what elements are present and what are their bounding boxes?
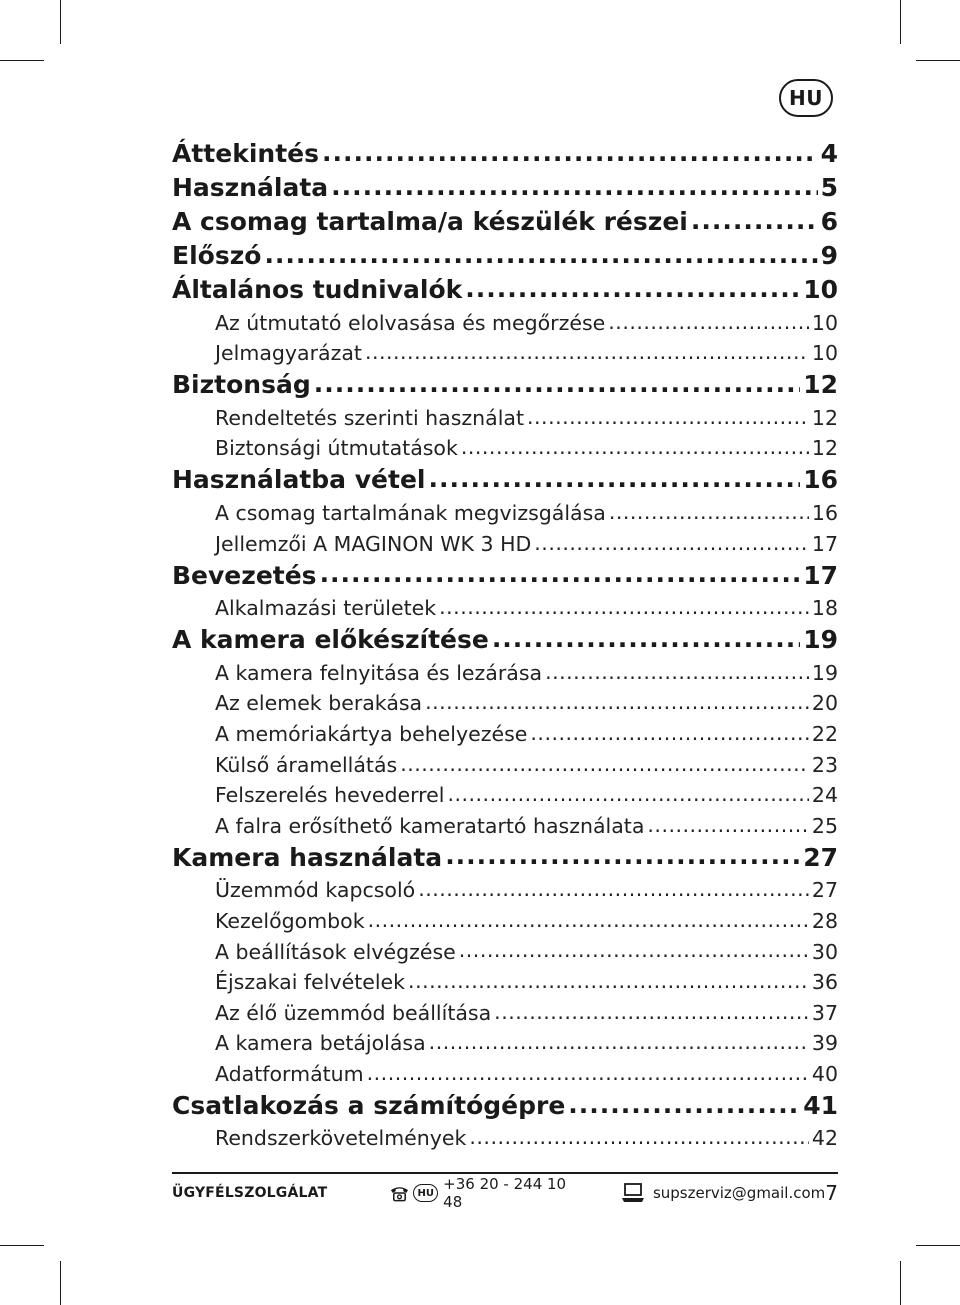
toc-section-entry <box>172 933 838 964</box>
toc-section-entry <box>172 335 838 366</box>
dot-leader <box>368 912 809 933</box>
toc-entry-title: Éjszakai felvételek <box>215 970 406 995</box>
toc-chapter-entry <box>172 202 838 236</box>
phone-number: +36 20 - 244 10 48 <box>443 1175 567 1211</box>
toc-section-entry <box>172 872 838 903</box>
computer-icon <box>621 1183 645 1203</box>
toc-chapter-entry <box>172 134 838 168</box>
toc-entry-page: 23 <box>811 752 838 777</box>
toc-entry-page: 4 <box>820 139 838 168</box>
toc-entry-page: 25 <box>811 813 838 838</box>
toc-chapter-entry <box>172 620 838 654</box>
toc-entry-title: A kamera betájolása <box>215 1031 426 1056</box>
toc-chapter-entry <box>172 270 838 304</box>
crop-mark <box>0 1245 44 1246</box>
dot-leader <box>331 177 817 202</box>
toc-section-entry <box>172 590 838 621</box>
toc-entry-page: 42 <box>811 1126 838 1151</box>
crop-mark <box>60 1261 61 1305</box>
toc-section-entry <box>172 1055 838 1086</box>
toc-section-entry <box>172 777 838 808</box>
toc-chapter-entry <box>172 365 838 399</box>
toc-entry-page: 20 <box>811 691 838 716</box>
toc-entry-title: A memóriakártya behelyezése <box>215 721 528 746</box>
crop-mark <box>900 0 901 44</box>
toc-entry-title: Alkalmazási területek <box>215 596 437 621</box>
toc-entry-title: Használatba vétel <box>172 465 426 495</box>
toc-entry-title: A beállítások elvégzése <box>215 939 456 964</box>
toc-section-entry <box>172 746 838 777</box>
toc-entry-title: Az élő üzemmód beállítása <box>215 1000 492 1025</box>
dot-leader <box>568 1095 800 1120</box>
dot-leader <box>534 535 809 556</box>
toc-section-entry <box>172 715 838 746</box>
toc-entry-title: Az elemek berakása <box>215 691 423 716</box>
toc-entry-title: Üzemmód kapcsoló <box>215 878 416 903</box>
toc-chapter-entry <box>172 1086 838 1120</box>
toc-entry-title: Rendszerkövetelmények <box>215 1126 467 1151</box>
toc-entry-page: 5 <box>820 173 838 202</box>
toc-section-entry <box>172 685 838 716</box>
toc-entry-title: Általános tudnivalók <box>172 275 463 304</box>
toc-entry-page: 16 <box>803 465 838 495</box>
toc-entry-title: Külső áramellátás <box>215 752 398 777</box>
toc-section-entry <box>172 994 838 1025</box>
toc-section-entry <box>172 430 838 461</box>
dot-leader <box>400 756 809 777</box>
toc-entry-page: 17 <box>811 531 838 556</box>
toc-entry-page: 10 <box>811 341 838 366</box>
toc-entry-page: 10 <box>811 310 838 335</box>
toc-entry-page: 6 <box>820 207 838 236</box>
toc-entry-title: A kamera előkészítése <box>172 625 489 655</box>
dot-leader <box>365 345 809 366</box>
toc-section-entry <box>172 654 838 685</box>
dot-leader <box>439 600 809 621</box>
toc-entry-page: 30 <box>811 939 838 964</box>
dot-leader <box>314 374 800 399</box>
crop-mark <box>60 0 61 44</box>
toc-entry-title: Előszó <box>172 241 262 270</box>
toc-entry-page: 37 <box>811 1000 838 1025</box>
dot-leader <box>459 943 809 964</box>
toc-entry-title: Jelmagyarázat <box>215 341 362 366</box>
toc-chapter-entry <box>172 556 838 590</box>
toc-section-entry <box>172 807 838 838</box>
toc-section-entry <box>172 902 838 933</box>
crop-mark <box>0 60 44 61</box>
footer-divider <box>172 1172 838 1174</box>
toc-entry-title: Rendeltetés szerinti használat <box>215 405 525 430</box>
toc-entry-title: Kezelőgombok <box>215 908 365 933</box>
toc-entry-page: 17 <box>803 560 838 590</box>
toc-entry-page: 18 <box>811 596 838 621</box>
dot-leader <box>465 279 800 304</box>
customer-service-label: ÜGYFÉLSZOLGÁLAT <box>172 1185 328 1201</box>
dot-leader <box>428 469 800 494</box>
toc-entry-title: Bevezetés <box>172 560 317 590</box>
toc-entry-title: Kamera használata <box>172 842 443 872</box>
dot-leader <box>545 664 809 685</box>
dot-leader <box>469 1130 809 1151</box>
toc-entry-title: Biztonsági útmutatások <box>215 436 458 461</box>
toc-entry-page: 27 <box>811 878 838 903</box>
toc-entry-title: Adatformátum <box>215 1061 364 1086</box>
toc-entry-page: 12 <box>811 436 838 461</box>
dot-leader <box>647 817 809 838</box>
dot-leader <box>264 245 817 270</box>
email-contact <box>621 1183 825 1203</box>
language-badge: HU <box>779 79 833 117</box>
toc-entry-page: 22 <box>811 721 838 746</box>
toc-chapter-entry <box>172 168 838 202</box>
toc-chapter-entry <box>172 236 838 270</box>
crop-mark <box>916 60 960 61</box>
dot-leader <box>527 409 809 430</box>
dot-leader <box>609 504 809 525</box>
toc-entry-title: Az útmutató elolvasása és megőrzése <box>215 310 606 335</box>
toc-entry-title: Csatlakozás a számítógépre <box>172 1090 566 1120</box>
toc-entry-page: 12 <box>811 405 838 430</box>
toc-entry-title: Jellemzői A MAGINON WK 3 HD <box>215 531 532 556</box>
crop-mark <box>916 1245 960 1246</box>
toc-entry-page: 36 <box>811 970 838 995</box>
toc-entry-page: 41 <box>803 1090 838 1120</box>
toc-section-entry <box>172 1120 838 1151</box>
dot-leader <box>418 882 809 903</box>
toc-entry-page: 19 <box>803 625 838 655</box>
dot-leader <box>492 629 800 654</box>
toc-entry-title: Felszerelés hevederrel <box>215 783 445 808</box>
table-of-contents <box>172 134 838 1150</box>
toc-entry-title: Használata <box>172 173 329 202</box>
phone-country-badge: HU <box>413 1184 438 1202</box>
toc-entry-title: Biztonság <box>172 370 311 400</box>
dot-leader <box>530 725 809 746</box>
email-address: supszerviz@gmail.com <box>652 1184 826 1202</box>
toc-section-entry <box>172 494 838 525</box>
dot-leader <box>445 847 800 872</box>
dot-leader <box>494 1004 809 1025</box>
dot-leader <box>408 974 809 995</box>
toc-entry-title: A csomag tartalma/a készülék részei <box>172 207 688 236</box>
toc-entry-page: 12 <box>803 370 838 400</box>
toc-entry-page: 27 <box>803 842 838 872</box>
toc-entry-page: 39 <box>811 1031 838 1056</box>
toc-entry-page: 10 <box>803 275 838 304</box>
dot-leader <box>367 1065 809 1086</box>
dot-leader <box>429 1035 809 1056</box>
toc-section-entry <box>172 525 838 556</box>
dot-leader <box>447 787 808 808</box>
toc-entry-page: 19 <box>811 660 838 685</box>
dot-leader <box>691 211 818 236</box>
toc-entry-title: Áttekintés <box>172 139 319 168</box>
toc-section-entry <box>172 964 838 995</box>
toc-entry-page: 9 <box>820 241 838 270</box>
toc-section-entry <box>172 304 838 335</box>
dot-leader <box>425 695 809 716</box>
toc-entry-title: A csomag tartalmának megvizsgálása <box>215 500 606 525</box>
toc-entry-title: A kamera felnyitása és lezárása <box>215 660 543 685</box>
toc-chapter-entry <box>172 460 838 494</box>
toc-entry-page: 16 <box>811 500 838 525</box>
dot-leader <box>322 143 818 168</box>
crop-mark <box>900 1261 901 1305</box>
dot-leader <box>461 440 809 461</box>
toc-section-entry <box>172 399 838 430</box>
phone-contact <box>389 1175 583 1211</box>
dot-leader <box>320 565 801 590</box>
telephone-icon <box>389 1184 410 1202</box>
toc-entry-title: A falra erősíthető kameratartó használata <box>215 813 645 838</box>
dot-leader <box>608 314 809 335</box>
toc-entry-page: 40 <box>811 1061 838 1086</box>
toc-section-entry <box>172 1025 838 1056</box>
toc-chapter-entry <box>172 838 838 872</box>
toc-entry-page: 28 <box>811 908 838 933</box>
page-number: 7 <box>825 1181 838 1205</box>
footer <box>172 1175 838 1211</box>
toc-entry-page: 24 <box>811 783 838 808</box>
